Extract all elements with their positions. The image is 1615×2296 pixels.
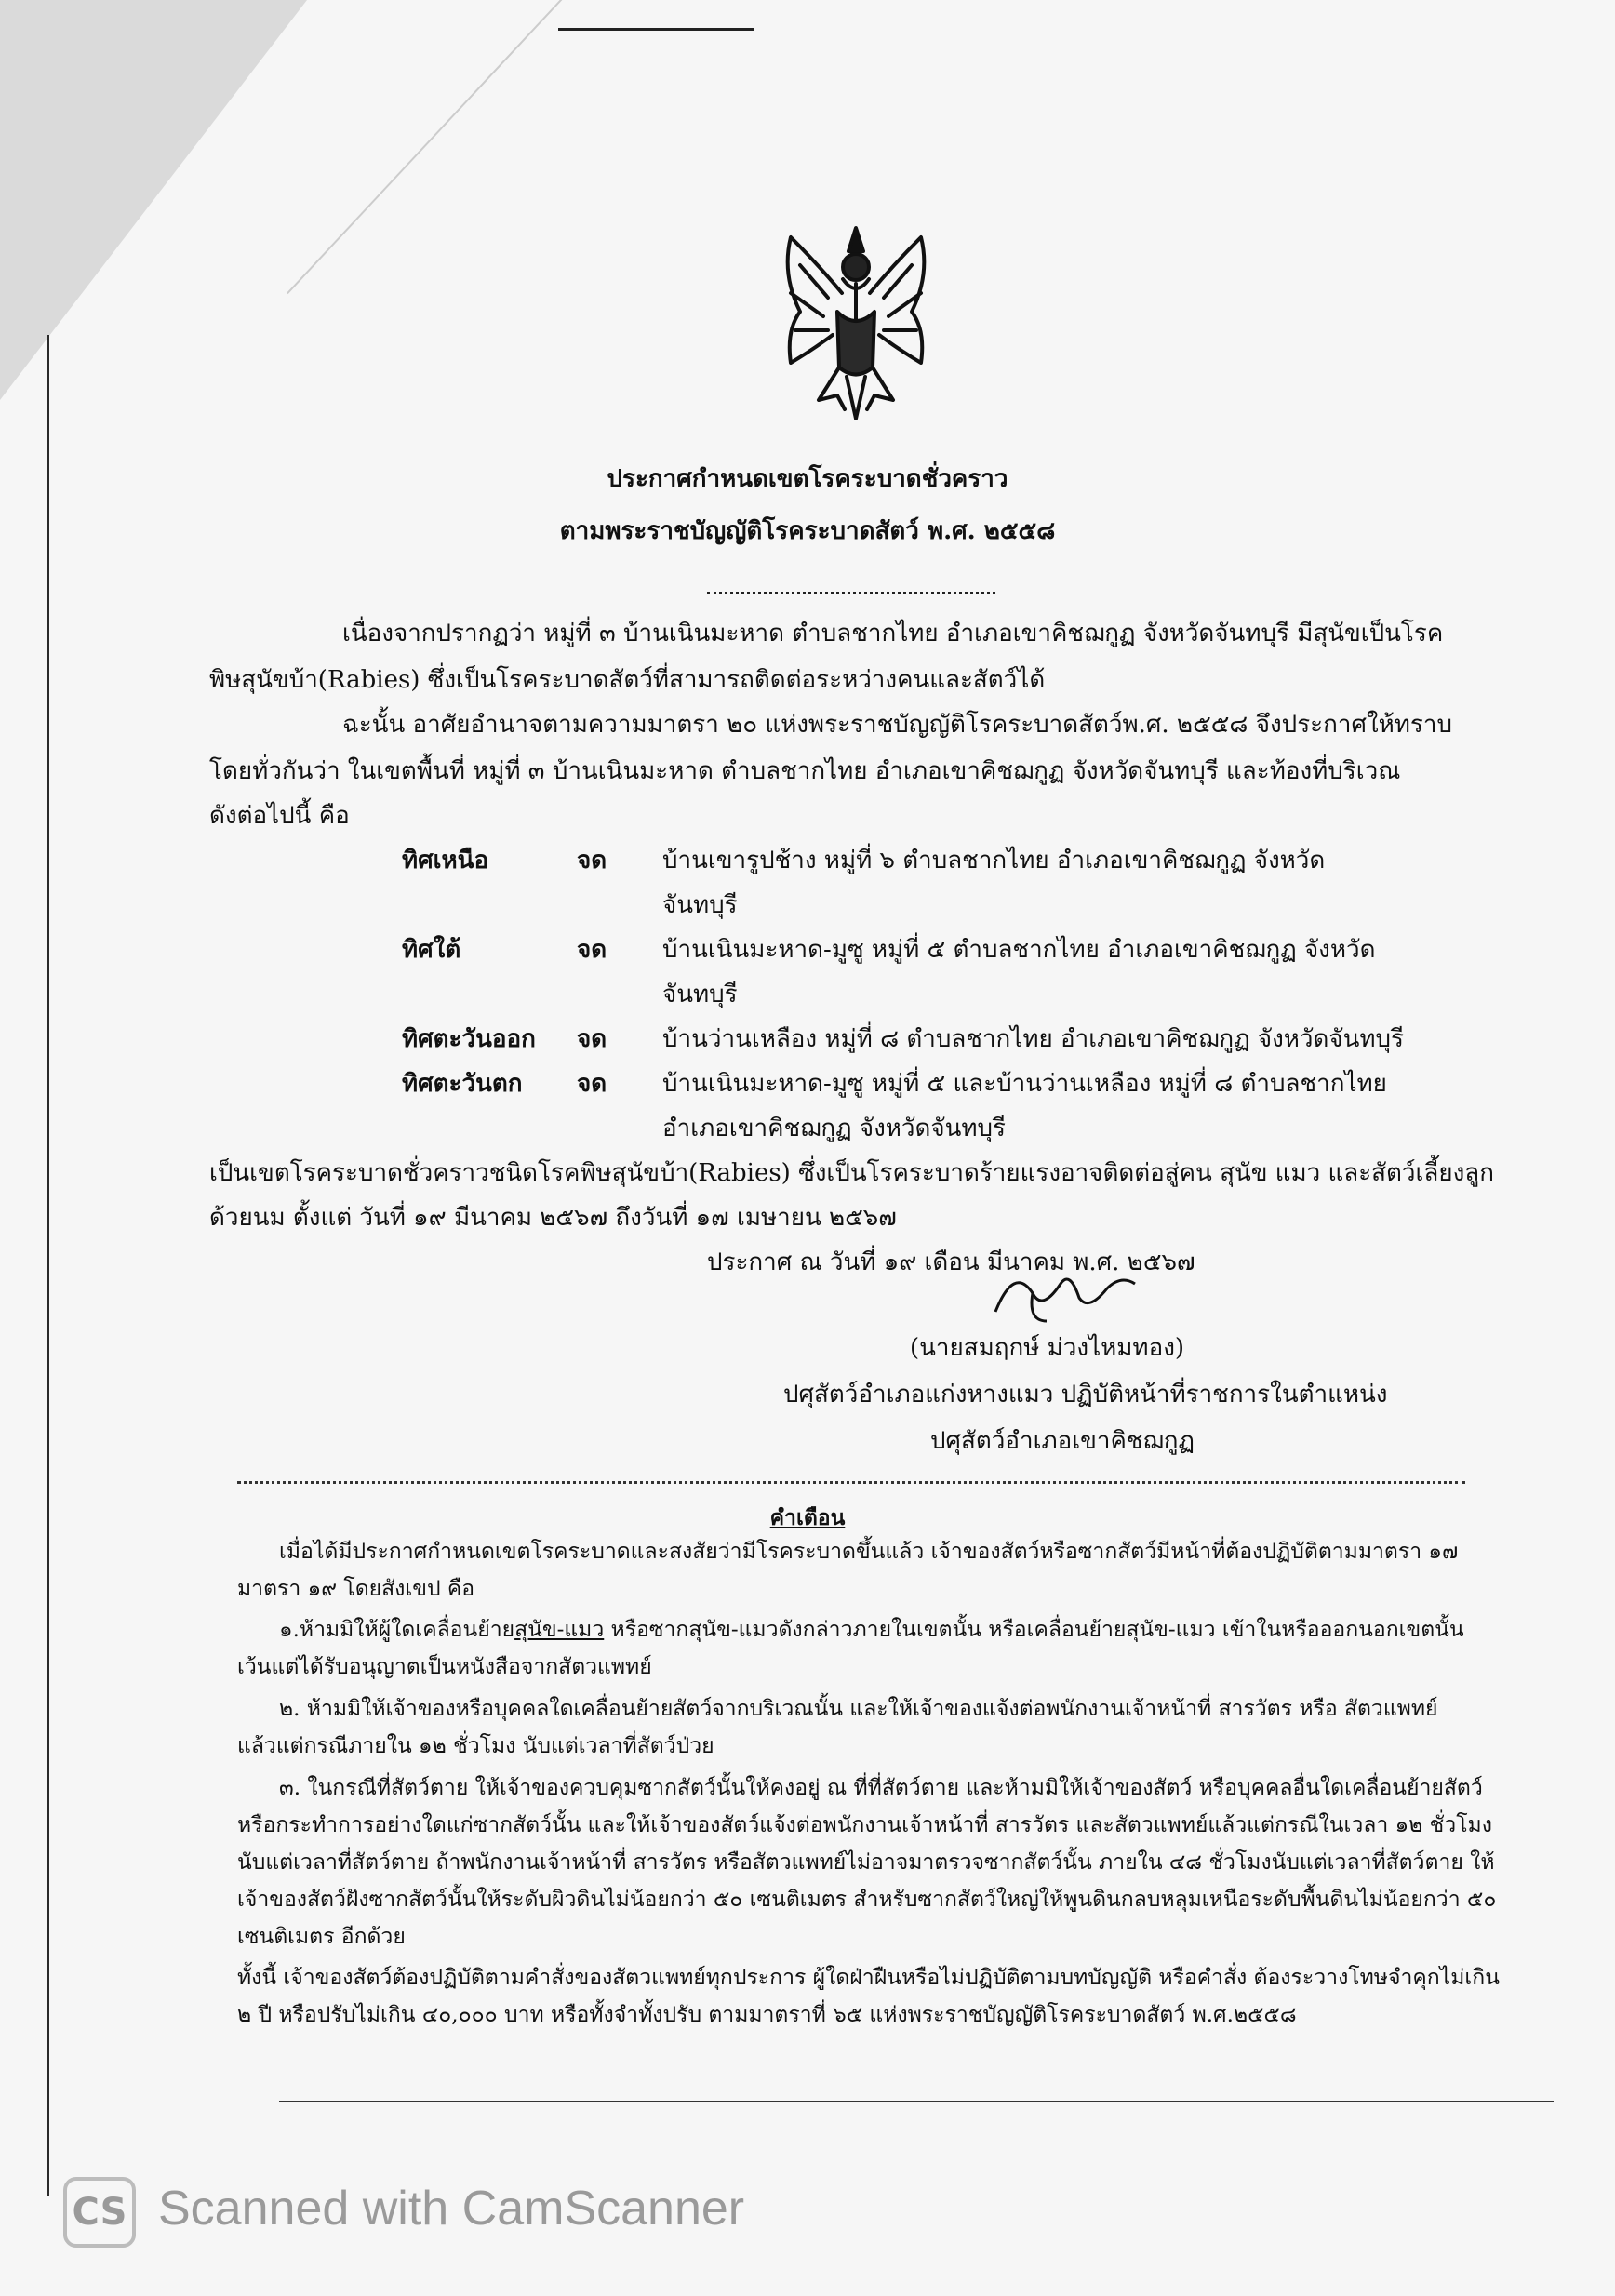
boundary-north-adjoin: จด bbox=[577, 847, 607, 874]
boundary-east-adjoin: จด bbox=[577, 1025, 607, 1053]
paragraph-2-line-3: ดังต่อไปนี้ คือ bbox=[209, 802, 350, 830]
boundary-east-line-1: บ้านว่านเหลือง หมู่ที่ ๘ ตำบลชากไทย อำเภอเขาคิชฌกูฏ จังหวัดจันทบุรี bbox=[662, 1025, 1405, 1053]
boundary-south-line-1: บ้านเนินมะหาด-มูซู หมู่ที่ ๕ ตำบลชากไทย อำเภอเขาคิชฌกูฏ จังหวัด bbox=[662, 936, 1376, 964]
warning-item-1-line-1: ๑.ห้ามมิให้ผู้ใดเคลื่อนย้ายสุนัข-แมว หรือซากสุนัข-แมวดังกล่าวภายในเขตนั้น หรือเคลื่อนย้ายสุนัข-แมว เข้าในหรือออกนอกเขตนั้น bbox=[279, 1618, 1464, 1642]
signer-position-line-1: ปศุสัตว์อำเภอแก่งหางแมว ปฏิบัติหน้าที่ราชการในตำแหน่ง bbox=[783, 1381, 1388, 1408]
boundary-south-adjoin: จด bbox=[577, 936, 607, 964]
boundary-west-line-1: บ้านเนินมะหาด-มูซู หมู่ที่ ๕ และบ้านว่านเหลือง หมู่ที่ ๘ ตำบลชากไทย bbox=[662, 1070, 1387, 1098]
warning-item-3-line-5: เซนติเมตร อีกด้วย bbox=[237, 1925, 406, 1949]
boundary-north-direction: ทิศเหนือ bbox=[402, 847, 489, 874]
warning-item-1-line-2: เว้นแต่ได้รับอนุญาตเป็นหนังสือจากสัตวแพทย์ bbox=[237, 1655, 652, 1679]
warning-item-3-line-3: นับแต่เวลาที่สัตว์ตาย ถ้าพนักงานเจ้าหน้าที่ สารวัตร หรือสัตวแพทย์ไม่อาจมาตรวจซากสัตว์นั้น ภายใน ๔๘ ชั่วโมงนับแต่เวลาที่สัตว์ตาย ให้ bbox=[237, 1850, 1495, 1875]
paragraph-1-line-2: พิษสุนัขบ้า(Rabies) ซึ่งเป็นโรคระบาดสัตว์ที่สามารถติดต่อระหว่างคนและสัตว์ได้ bbox=[209, 666, 1046, 694]
signer-position-line-2: ปศุสัตว์อำเภอเขาคิชฌกูฏ bbox=[930, 1427, 1195, 1455]
garuda-emblem bbox=[763, 209, 949, 423]
paragraph-1-line-1: เนื่องจากปรากฏว่า หมู่ที่ ๓ บ้านเนินมะหาด ตำบลชากไทย อำเภอเขาคิชฌกูฏ จังหวัดจันทบุรี มีสุนัขเป็นโรค bbox=[342, 620, 1444, 647]
signer-name: (นายสมฤกษ์ ม่วงไหมทอง) bbox=[910, 1334, 1185, 1362]
paragraph-2-line-2: โดยทั่วกันว่า ในเขตพื้นที่ หมู่ที่ ๓ บ้านเนินมะหาด ตำบลชากไทย อำเภอเขาคิชฌกูฏ จังหวัดจันทบุรี และท้องที่บริเวณ bbox=[209, 757, 1401, 785]
title-dotted-rule bbox=[707, 592, 995, 594]
bottom-rule bbox=[279, 2101, 1554, 2102]
top-mark-line bbox=[558, 28, 754, 31]
warning-item-2-line-1: ๒. ห้ามมิให้เจ้าของหรือบุคคลใดเคลื่อนย้ายสัตว์จากบริเวณนั้น และให้เจ้าของแจ้งต่อพนักงานเจ้าหน้าที่ สารวัตร หรือ สัตวแพทย์ bbox=[279, 1697, 1438, 1721]
boundary-north-line-2: จันทบุรี bbox=[662, 891, 738, 919]
fold-crease bbox=[287, 0, 586, 294]
boundary-south-line-2: จันทบุรี bbox=[662, 981, 738, 1008]
camscanner-logo-icon: CS bbox=[63, 2177, 136, 2248]
scanner-watermark: Scanned with CamScanner bbox=[158, 2182, 745, 2236]
warning-item-3-line-4: เจ้าของสัตว์ฝังซากสัตว์นั้นให้ระดับผิวดินไม่น้อยกว่า ๕๐ เซนติเมตร สำหรับซากสัตว์ใหญ่ให้พูนดินกลบหลุมเหนือระดับพื้นดินไม่น้อยกว่า ๕๐ bbox=[237, 1888, 1497, 1912]
section-separator bbox=[237, 1481, 1465, 1484]
warning-final-line-1: ทั้งนี้ เจ้าของสัตว์ต้องปฏิบัติตามคำสั่งของสัตวแพทย์ทุกประการ ผู้ใดฝ่าฝืนหรือไม่ปฏิบัติตามบทบัญญัติ หรือคำสั่ง ต้องระวางโทษจำคุกไม่เกิน bbox=[237, 1966, 1500, 1990]
paragraph-3-line-1: เป็นเขตโรคระบาดชั่วคราวชนิดโรคพิษสุนัขบ้า(Rabies) ซึ่งเป็นโรคระบาดร้ายแรงอาจติดต่อสู่คน สุนัข แมว และสัตว์เลี้ยงลูก bbox=[209, 1159, 1494, 1187]
warning-item-3-line-1: ๓. ในกรณีที่สัตว์ตาย ให้เจ้าของควบคุมซากสัตว์นั้นให้คงอยู่ ณ ที่ที่สัตว์ตาย และห้ามมิให้เจ้าของสัตว์ หรือบุคคลอื่นใดเคลื่อนย้ายสัตว์ bbox=[279, 1776, 1483, 1800]
handwritten-signature bbox=[977, 1256, 1163, 1330]
warning-heading: คำเตือน bbox=[769, 1505, 846, 1530]
paragraph-3-line-2: ด้วยนม ตั้งแต่ วันที่ ๑๙ มีนาคม ๒๕๖๗ ถึงวันที่ ๑๗ เมษายน ๒๕๖๗ bbox=[209, 1204, 897, 1232]
boundary-west-line-2: อำเภอเขาคิชฌกูฏ จังหวัดจันทบุรี bbox=[662, 1115, 1007, 1142]
boundary-east-direction: ทิศตะวันออก bbox=[402, 1025, 536, 1053]
boundary-west-direction: ทิศตะวันตก bbox=[402, 1070, 523, 1098]
warning-item-2-line-2: แล้วแต่กรณีภายใน ๑๒ ชั่วโมง นับแต่เวลาที่สัตว์ป่วย bbox=[237, 1734, 714, 1758]
warning-intro-line-2: มาตรา ๑๙ โดยสังเขป คือ bbox=[237, 1577, 475, 1601]
warning-intro-line-1: เมื่อได้มีประกาศกำหนดเขตโรคระบาดและสงสัยว่ามีโรคระบาดขึ้นแล้ว เจ้าของสัตว์หรือซากสัตว์มีหน้าที่ต้องปฏิบัติตามมาตรา ๑๗ bbox=[279, 1540, 1459, 1564]
warning-item-3-line-2: หรือกระทำการอย่างใดแก่ซากสัตว์นั้น และให้เจ้าของสัตว์แจ้งต่อพนักงานเจ้าหน้าที่ สารวัตร และสัตวแพทย์แล้วแต่กรณีในเวลา ๑๒ ชั่วโมง bbox=[237, 1813, 1492, 1837]
title-line-1: ประกาศกำหนดเขตโรคระบาดชั่วคราว bbox=[607, 465, 1008, 493]
page-edge-line bbox=[47, 335, 49, 2196]
boundary-south-direction: ทิศใต้ bbox=[402, 936, 461, 964]
warning-final-line-2: ๒ ปี หรือปรับไม่เกิน ๔๐,๐๐๐ บาท หรือทั้งจำทั้งปรับ ตามมาตราที่ ๖๕ แห่งพระราชบัญญัติโรคระบาดสัตว์ พ.ศ.๒๕๕๘ bbox=[237, 2003, 1297, 2027]
announcement-date: ประกาศ ณ วันที่ ๑๙ เดือน มีนาคม พ.ศ. ๒๕๖๗ bbox=[707, 1248, 1195, 1276]
title-line-2: ตามพระราชบัญญัติโรคระบาดสัตว์ พ.ศ. ๒๕๕๘ bbox=[559, 517, 1056, 545]
boundary-north-line-1: บ้านเขารูปช้าง หมู่ที่ ๖ ตำบลชากไทย อำเภอเขาคิชฌกูฏ จังหวัด bbox=[662, 847, 1326, 874]
paragraph-2-line-1: ฉะนั้น อาศัยอำนาจตามความมาตรา ๒๐ แห่งพระราชบัญญัติโรคระบาดสัตว์พ.ศ. ๒๕๕๘ จึงประกาศให้ทราบ bbox=[342, 711, 1453, 739]
boundary-west-adjoin: จด bbox=[577, 1070, 607, 1098]
